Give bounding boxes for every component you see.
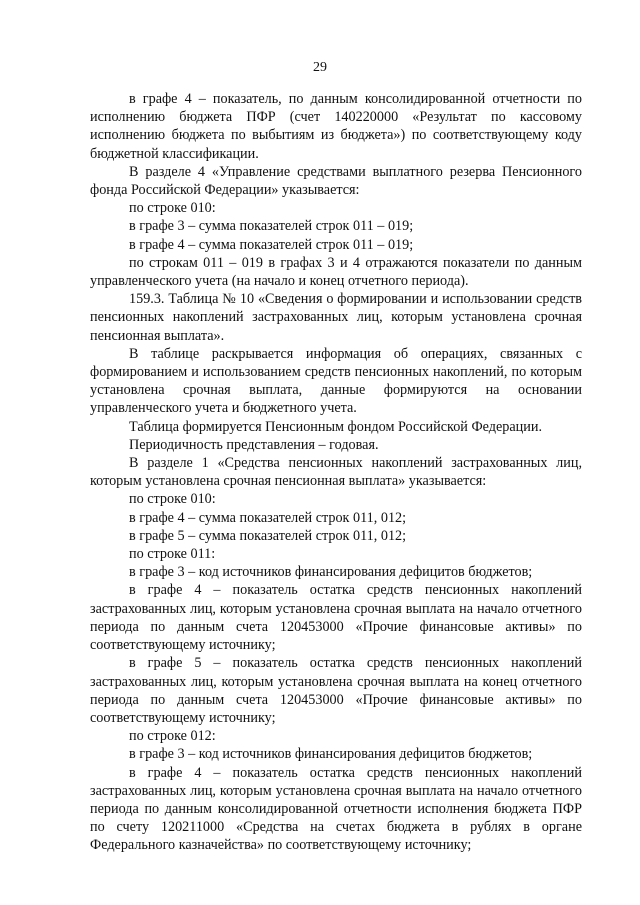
section-heading: 159.3. Таблица № 10 «Сведения о формировании и использовании средств пенсионных накоплений застрахованных лиц, которым установлена срочная пенсионная выплата». bbox=[90, 291, 582, 344]
paragraph: по строке 011: bbox=[129, 546, 216, 563]
paragraph: в графе 3 – код источников финансирования дефицитов бюджетов; bbox=[129, 746, 533, 763]
paragraph: в графе 4 – сумма показателей строк 011 – 019; bbox=[129, 236, 414, 253]
document-body bbox=[90, 90, 582, 855]
paragraph: в графе 4 – показатель остатка средств пенсионных накоплений застрахованных лиц, которым установлена срочная выплата на начало отчетного периода по данным консолидированной отчетности исполнения бюджета ПФР по счету 120211000 «Средства на счетах бюджета в рублях в органе Федерального казначейства» по соответствующему источнику; bbox=[90, 764, 582, 854]
paragraph: В разделе 4 «Управление средствами выплатного резерва Пенсионного фонда Российской Федерации» указывается: bbox=[90, 163, 582, 199]
paragraph: В разделе 1 «Средства пенсионных накоплений застрахованных лиц, которым установлена срочная пенсионная выплата» указывается: bbox=[90, 455, 582, 490]
paragraph: в графе 4 – сумма показателей строк 011, 012; bbox=[129, 509, 407, 526]
paragraph: в графе 5 – сумма показателей строк 011, 012; bbox=[129, 527, 407, 544]
paragraph: в графе 5 – показатель остатка средств пенсионных накоплений застрахованных лиц, которым установлена срочная выплата на конец отчетного периода по данным счета 120453000 «Прочие финансовые активы» по соответствующему источнику; bbox=[90, 655, 582, 726]
paragraph: в графе 4 – показатель, по данным консолидированной отчетности по исполнению бюджета ПФР (счет 140220000 «Результат по кассовому исполнению бюджета по выбытиям из бюджета») по соответствующему коду бюджетной классификации. bbox=[90, 91, 582, 162]
paragraph: в графе 4 – показатель остатка средств пенсионных накоплений застрахованных лиц, которым установлена срочная выплата на начало отчетного периода по данным счета 120453000 «Прочие финансовые активы» по соответствующему источнику; bbox=[90, 582, 582, 654]
paragraph: по строкам 011 – 019 в графах 3 и 4 отражаются показатели по данным управленческого учета (на начало и конец отчетного периода). bbox=[90, 254, 582, 290]
paragraph: по строке 012: bbox=[129, 728, 216, 745]
paragraph: Периодичность представления – годовая. bbox=[129, 436, 379, 453]
page-number: 29 bbox=[313, 60, 327, 75]
paragraph: по строке 010: bbox=[129, 200, 216, 217]
paragraph: по строке 010: bbox=[129, 491, 216, 508]
paragraph: в графе 3 – сумма показателей строк 011 – 019; bbox=[129, 218, 414, 235]
paragraph: Таблица формируется Пенсионным фондом Российской Федерации. bbox=[129, 418, 542, 435]
paragraph: в графе 3 – код источников финансирования дефицитов бюджетов; bbox=[129, 564, 533, 581]
paragraph: В таблице раскрывается информация об операциях, связанных с формированием и использованием средств пенсионных накоплений, по которым установлена срочная выплата, данные формируются на основании управленческого учета и бюджетного учета. bbox=[90, 345, 582, 417]
